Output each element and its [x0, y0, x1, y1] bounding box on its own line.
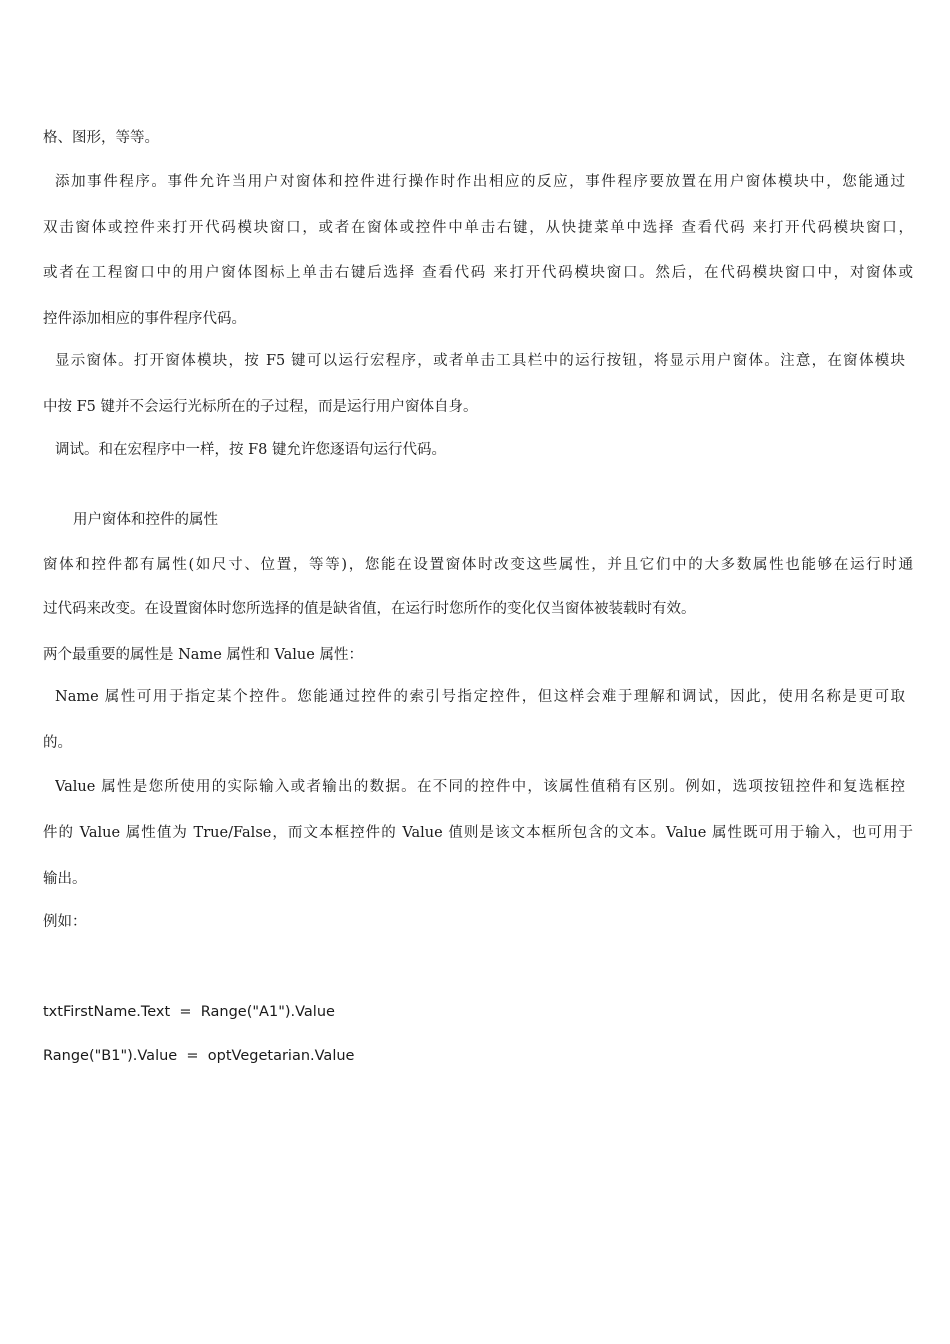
paragraph-line: Name 属性可用于指定某个控件。您能通过控件的索引号指定控件，但这样会难于理解和调试，因此，使用名称是更可取: [55, 689, 905, 705]
paragraph-line: 添加事件程序。事件允许当用户对窗体和控件进行操作时作出相应的反应，事件程序要放置在用户窗体模块中，您能通过: [55, 174, 905, 190]
paragraph-line: 件的 Value 属性值为 True/False，而文本框控件的 Value 值则是该文本框所包含的文本。Value 属性既可用于输入，也可用于: [43, 825, 913, 841]
paragraph-line: 或者在工程窗口中的用户窗体图标上单击右键后选择 查看代码 来打开代码模块窗口。然后，在代码模块窗口中，对窗体或: [43, 265, 913, 281]
paragraph-line: 的。: [43, 735, 72, 751]
paragraph-line: 例如：: [43, 914, 87, 930]
code-line: Range("B1").Value = optVegetarian.Value: [43, 1048, 355, 1064]
paragraph-line: 窗体和控件都有属性(如尺寸、位置，等等)，您能在设置窗体时改变这些属性，并且它们中的大多数属性也能够在运行时通: [43, 557, 913, 573]
paragraph-line: 格、图形，等等。: [43, 130, 159, 146]
paragraph-line: 调试。和在宏程序中一样，按 F8 键允许您逐语句运行代码。: [55, 442, 447, 458]
paragraph-line: 控件添加相应的事件程序代码。: [43, 311, 246, 327]
code-line: txtFirstName.Text = Range("A1").Value: [43, 1004, 335, 1020]
paragraph-line: 显示窗体。打开窗体模块，按 F5 键可以运行宏程序，或者单击工具栏中的运行按钮，将显示用户窗体。注意，在窗体模块: [55, 353, 905, 369]
paragraph-line: 中按 F5 键并不会运行光标所在的子过程，而是运行用户窗体自身。: [43, 399, 478, 415]
paragraph-line: 两个最重要的属性是 Name 属性和 Value 属性：: [43, 647, 363, 663]
section-heading: 用户窗体和控件的属性: [73, 512, 218, 528]
paragraph-line: Value 属性是您所使用的实际输入或者输出的数据。在不同的控件中，该属性值稍有区别。例如，选项按钮控件和复选框控: [55, 779, 905, 795]
paragraph-line: 过代码来改变。在设置窗体时您所选择的值是缺省值，在运行时您所作的变化仅当窗体被装载时有效。: [43, 601, 696, 617]
paragraph-line: 输出。: [43, 871, 87, 887]
paragraph-line: 双击窗体或控件来打开代码模块窗口，或者在窗体或控件中单击右键，从快捷菜单中选择 查看代码 来打开代码模块窗口，: [43, 220, 913, 236]
